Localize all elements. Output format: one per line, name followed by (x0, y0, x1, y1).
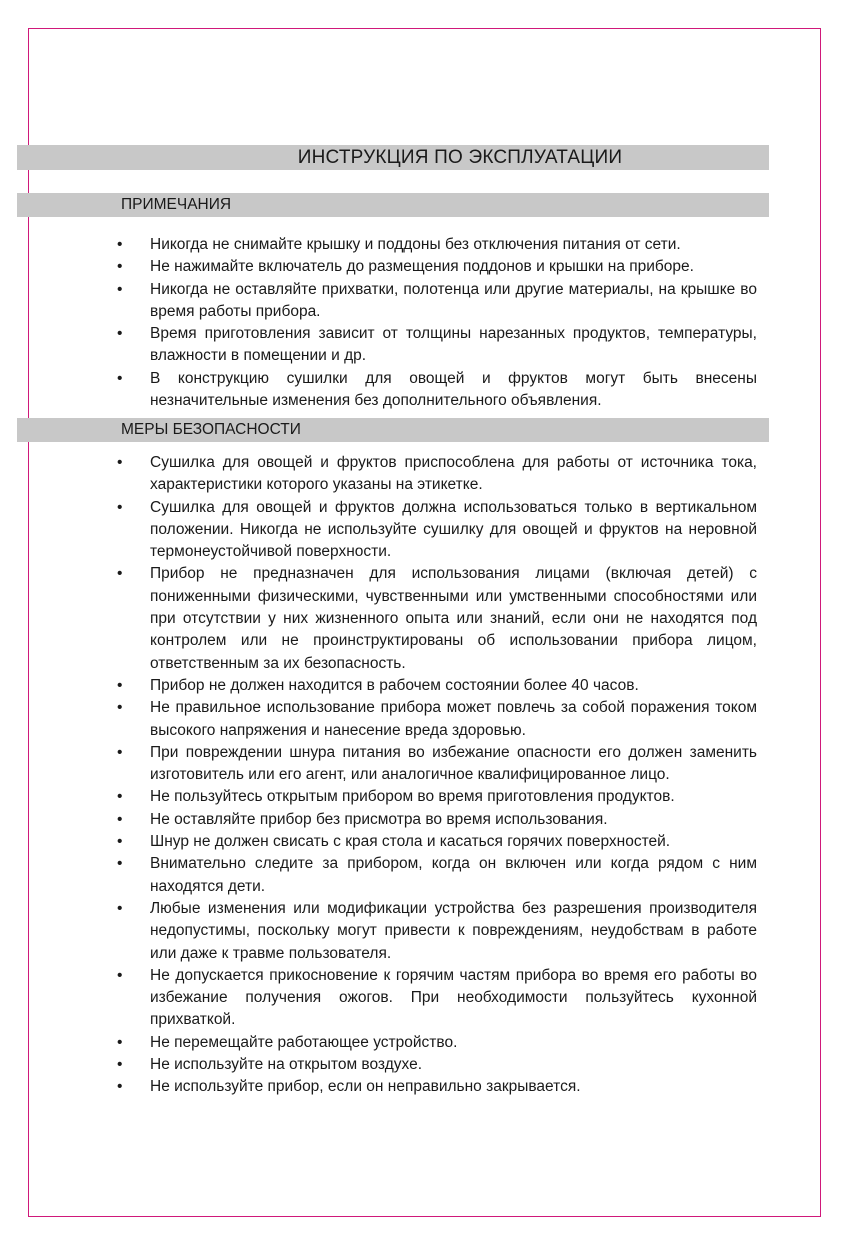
list-item: • Не используйте прибор, если он неправильно закрывается. (111, 1076, 757, 1098)
notes-section-header (17, 193, 769, 217)
list-item: • Не пользуйтесь открытым прибором во время приготовления продуктов. (111, 786, 757, 808)
list-item: • В конструкцию сушилки для овощей и фруктов могут быть внесены незначительные изменения без дополнительного объявления. (111, 368, 757, 413)
list-item: • Не допускается прикосновение к горячим частям прибора во время его работы во избежание получения ожогов. При необходимости пользуйтесь кухонной прихваткой. (111, 965, 757, 1032)
page-title: ИНСТРУКЦИЯ ПО ЭКСПЛУАТАЦИИ (297, 147, 623, 168)
list-item: • Время приготовления зависит от толщины нарезанных продуктов, температуры, влажности в помещении и др. (111, 323, 757, 368)
safety-section-header (17, 418, 769, 442)
list-item: • Прибор не должен находится в рабочем состоянии более 40 часов. (111, 675, 757, 697)
list-item: • Никогда не оставляйте прихватки, полотенца или другие материалы, на крышке во время работы прибора. (111, 279, 757, 324)
notes-heading: ПРИМЕЧАНИЯ (121, 196, 232, 213)
list-item: • Не правильное использование прибора может повлечь за собой поражения током высокого напряжения и нанесение вреда здоровью. (111, 697, 757, 742)
list-item: • Не нажимайте включатель до размещения поддонов и крышки на приборе. (111, 256, 757, 278)
safety-list (111, 452, 757, 1099)
list-item: • Шнур не должен свисать с края стола и касаться горячих поверхностей. (111, 831, 757, 853)
list-item: • Прибор не предназначен для использования лицами (включая детей) с пониженными физическими, чувственными или умственными способностями или при отсутствии у них жизненного опыта или знаний, если они не находятся под контролем или не проинструктированы об использовании прибора лицом, ответственным за их безопасность. (111, 563, 757, 674)
list-item: • Не используйте на открытом воздухе. (111, 1054, 757, 1076)
safety-heading: МЕРЫ БЕЗОПАСНОСТИ (121, 421, 301, 438)
list-item: • Внимательно следите за прибором, когда он включен или когда рядом с ним находятся дети. (111, 853, 757, 898)
list-item: • Любые изменения или модификации устройства без разрешения производителя недопустимы, поскольку могут привести к повреждениям, неудобствам в работе или даже к травме пользователя. (111, 898, 757, 965)
list-item: • Сушилка для овощей и фруктов должна использоваться только в вертикальном положении. Никогда не используйте сушилку для овощей и фруктов на неровной термонеустойчивой поверхности. (111, 497, 757, 564)
notes-list (111, 234, 757, 412)
list-item: • Не оставляйте прибор без присмотра во время использования. (111, 809, 757, 831)
list-item: • При повреждении шнура питания во избежание опасности его должен заменить изготовитель или его агент, или аналогичное квалифицированное лицо. (111, 742, 757, 787)
list-item: • Никогда не снимайте крышку и поддоны без отключения питания от сети. (111, 234, 757, 256)
list-item: • Сушилка для овощей и фруктов приспособлена для работы от источника тока, характеристики которого указаны на этикетке. (111, 452, 757, 497)
list-item: • Не перемещайте работающее устройство. (111, 1032, 757, 1054)
title-bar (17, 145, 769, 170)
